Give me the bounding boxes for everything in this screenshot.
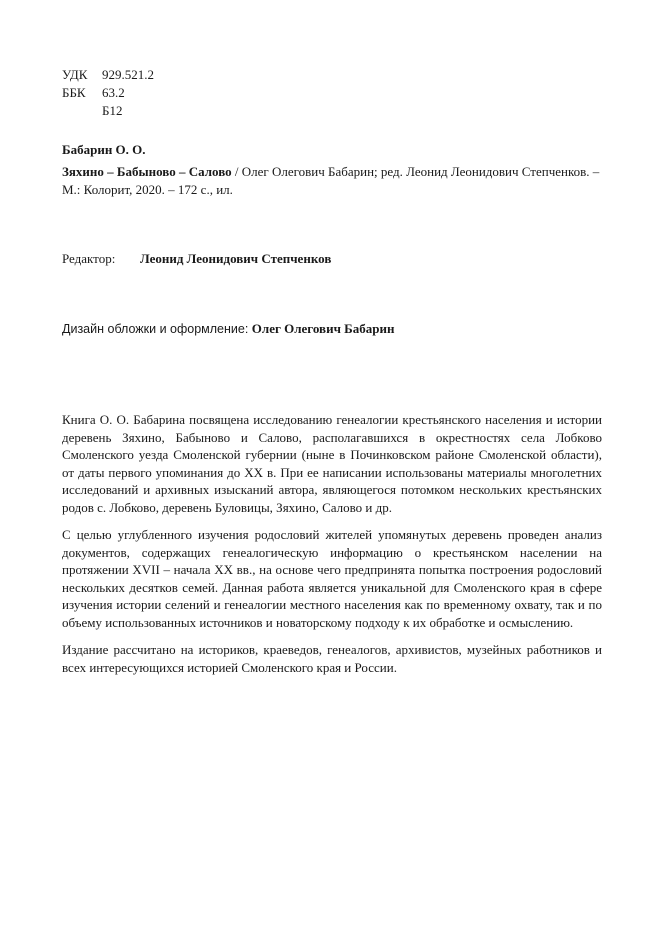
- abstract-paragraph: Книга О. О. Бабарина посвящена исследованию генеалогии крестьянского населения и истории деревень Зяхино, Бабыново и Салово, располагавшихся в окрестностях села Лобково Смоленского уезда Смоленской губернии (ныне в Починковском районе Смоленской области), от даты первого упоминания до XX в. При ее написании использованы материалы многолетних исследований и архивных изысканий автора, являющегося потомком нескольких крестьянских родов с. Лобково, деревень Буловицы, Зяхино, Салово и др.: [62, 412, 602, 515]
- code-value: 63.2: [102, 85, 125, 100]
- design-line: [62, 320, 394, 338]
- author-heading: Бабарин О. О.: [62, 142, 146, 157]
- code-row-bbk: [62, 84, 154, 102]
- code-key: [62, 102, 102, 120]
- abstract-paragraph: Издание рассчитано на историков, краеведов, генеалогов, архивистов, музейных работников и всех интересующихся историей Смоленского края и России.: [62, 642, 602, 675]
- editor-name: Леонид Леонидович Степченков: [140, 251, 332, 266]
- code-row-udk: [62, 66, 154, 84]
- editor-line: [62, 250, 331, 268]
- bibliographic-rest: / Олег Олегович Бабарин; ред. Леонид Леонидович Степченков. – М.: Колорит, 2020. – 172 с., ил.: [62, 164, 600, 197]
- code-value: 929.521.2: [102, 67, 154, 82]
- code-row-author-mark: [62, 102, 154, 120]
- code-key: ББК: [62, 85, 86, 100]
- design-label: Дизайн обложки и оформление:: [62, 322, 252, 336]
- editor-label: Редактор:: [62, 251, 116, 266]
- designer-name: Олег Олегович Бабарин: [251, 321, 395, 336]
- code-key: УДК: [62, 67, 88, 82]
- classification-codes: [62, 66, 154, 120]
- abstract-paragraph: С целью углубленного изучения родословий жителей упомянутых деревень проведен анализ документов, содержащих генеалогическую информацию о крестьянском населении на протяжении XVII – начала XX вв., на основе чего предпринята попытка построения родословий нескольких десятков семей. Данная работа является уникальной для Смоленского края в сфере изучения истории селений и генеалогии местного населения как по временному охвату, так и по объему использованных источников и новаторскому подходу к их обработке и осмыслению.: [62, 527, 602, 630]
- code-value: Б12: [102, 103, 123, 118]
- bibliographic-description: [62, 163, 602, 199]
- abstract: [62, 411, 602, 686]
- book-title: Зяхино – Бабыново – Салово: [62, 164, 232, 179]
